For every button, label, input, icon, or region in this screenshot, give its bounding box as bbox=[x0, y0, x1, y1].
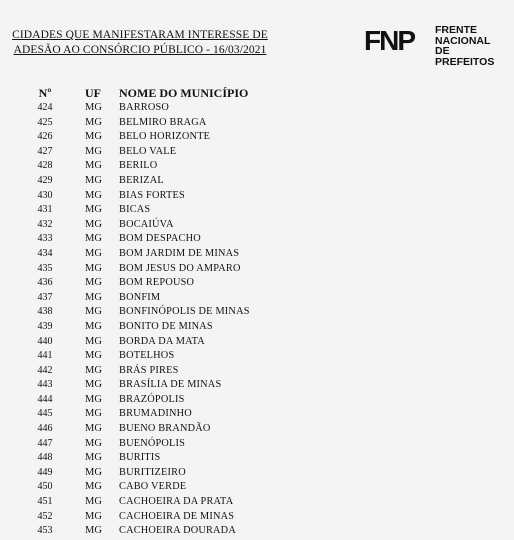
row-num: 447 bbox=[37, 437, 53, 449]
table-row bbox=[0, 524, 514, 539]
table-row bbox=[0, 276, 514, 291]
row-num: 451 bbox=[37, 496, 53, 508]
row-num: 452 bbox=[37, 510, 53, 522]
row-num: 425 bbox=[37, 116, 53, 128]
row-uf: MG bbox=[85, 437, 102, 449]
table-row bbox=[0, 130, 514, 145]
logo-line-1: FRENTE bbox=[435, 24, 477, 36]
table-body bbox=[0, 101, 514, 539]
row-name: BONFINÓPOLIS DE MINAS bbox=[119, 306, 250, 318]
row-name: BOCAIÚVA bbox=[119, 218, 174, 230]
table-row bbox=[0, 335, 514, 350]
table-row bbox=[0, 451, 514, 466]
row-name: BRASÍLIA DE MINAS bbox=[119, 379, 222, 391]
row-uf: MG bbox=[85, 116, 102, 128]
row-name: BOM JESUS DO AMPARO bbox=[119, 262, 241, 274]
row-num: 453 bbox=[37, 525, 53, 537]
table-row bbox=[0, 101, 514, 116]
row-uf: MG bbox=[85, 262, 102, 274]
row-num: 433 bbox=[37, 233, 53, 245]
table-row bbox=[0, 218, 514, 233]
row-uf: MG bbox=[85, 218, 102, 230]
fnp-logo-text bbox=[435, 25, 510, 67]
row-name: BORDA DA MATA bbox=[119, 335, 205, 347]
table-row bbox=[0, 159, 514, 174]
header-name: NOME DO MUNICÍPIO bbox=[119, 86, 249, 100]
row-num: 442 bbox=[37, 364, 53, 376]
row-uf: MG bbox=[85, 481, 102, 493]
table-row bbox=[0, 145, 514, 160]
table-row bbox=[0, 437, 514, 452]
row-uf: MG bbox=[85, 131, 102, 143]
header-num: Nº bbox=[38, 86, 52, 100]
table-row bbox=[0, 510, 514, 525]
row-name: BOM DESPACHO bbox=[119, 233, 201, 245]
table-row bbox=[0, 466, 514, 481]
row-uf: MG bbox=[85, 247, 102, 259]
table-row bbox=[0, 393, 514, 408]
table-row bbox=[0, 495, 514, 510]
table-row bbox=[0, 262, 514, 277]
row-num: 437 bbox=[37, 291, 53, 303]
table-row bbox=[0, 232, 514, 247]
row-uf: MG bbox=[85, 160, 102, 172]
row-num: 440 bbox=[37, 335, 53, 347]
table-row bbox=[0, 174, 514, 189]
row-uf: MG bbox=[85, 174, 102, 186]
row-name: BONFIM bbox=[119, 291, 161, 303]
row-name: BERILO bbox=[119, 160, 158, 172]
row-name: BARROSO bbox=[119, 102, 170, 113]
table-row bbox=[0, 116, 514, 131]
row-uf: MG bbox=[85, 379, 102, 391]
row-name: BRÁS PIRES bbox=[119, 364, 179, 376]
table-row bbox=[0, 203, 514, 218]
row-name: BONITO DE MINAS bbox=[119, 320, 213, 332]
row-uf: MG bbox=[85, 291, 102, 303]
title-line-2: ADESÃO AO CONSÓRCIO PÚBLICO - 16/03/2021 bbox=[13, 44, 267, 56]
row-num: 439 bbox=[37, 320, 53, 332]
row-uf: MG bbox=[85, 306, 102, 318]
row-name: CACHOEIRA DA PRATA bbox=[119, 496, 234, 508]
table-row bbox=[0, 349, 514, 364]
logo-line-2: NACIONAL bbox=[435, 34, 491, 47]
row-name: BRUMADINHO bbox=[119, 408, 192, 420]
row-uf: MG bbox=[85, 408, 102, 420]
header-uf: UF bbox=[85, 86, 101, 100]
row-uf: MG bbox=[85, 350, 102, 362]
row-name: BELO HORIZONTE bbox=[119, 131, 211, 143]
table-row bbox=[0, 378, 514, 393]
row-name: CACHOEIRA DE MINAS bbox=[119, 510, 235, 522]
row-name: BELMIRO BRAGA bbox=[119, 116, 207, 128]
row-num: 429 bbox=[37, 174, 53, 186]
row-uf: MG bbox=[85, 364, 102, 376]
row-num: 424 bbox=[37, 102, 53, 113]
row-uf: MG bbox=[85, 277, 102, 289]
row-num: 443 bbox=[37, 379, 53, 391]
row-num: 430 bbox=[37, 189, 53, 201]
row-name: BIAS FORTES bbox=[119, 189, 185, 201]
row-name: BICAS bbox=[119, 204, 151, 216]
row-uf: MG bbox=[85, 204, 102, 216]
row-num: 427 bbox=[37, 145, 53, 157]
table-row bbox=[0, 247, 514, 262]
row-num: 446 bbox=[37, 423, 53, 435]
document-title bbox=[6, 28, 274, 58]
row-name: BURITIS bbox=[119, 452, 161, 464]
fnp-logo bbox=[364, 24, 510, 68]
row-uf: MG bbox=[85, 393, 102, 405]
row-uf: MG bbox=[85, 189, 102, 201]
table-row bbox=[0, 189, 514, 204]
row-uf: MG bbox=[85, 423, 102, 435]
row-num: 434 bbox=[37, 247, 53, 259]
row-uf: MG bbox=[85, 525, 102, 537]
row-uf: MG bbox=[85, 233, 102, 245]
row-name: BUENO BRANDÃO bbox=[119, 423, 211, 435]
row-num: 431 bbox=[37, 204, 53, 216]
row-num: 428 bbox=[37, 160, 53, 172]
table-row bbox=[0, 407, 514, 422]
row-name: BRAZÓPOLIS bbox=[119, 393, 185, 405]
table-row bbox=[0, 364, 514, 379]
row-num: 435 bbox=[37, 262, 53, 274]
table-row bbox=[0, 291, 514, 306]
row-num: 432 bbox=[37, 218, 53, 230]
table-header bbox=[0, 86, 514, 102]
row-uf: MG bbox=[85, 320, 102, 332]
table-row bbox=[0, 305, 514, 320]
row-name: BUENÓPOLIS bbox=[119, 437, 186, 449]
row-uf: MG bbox=[85, 145, 102, 157]
row-name: BURITIZEIRO bbox=[119, 466, 186, 478]
row-num: 444 bbox=[37, 393, 53, 405]
row-uf: MG bbox=[85, 510, 102, 522]
row-num: 445 bbox=[37, 408, 53, 420]
row-name: BOM JARDIM DE MINAS bbox=[119, 247, 240, 259]
row-name: BOM REPOUSO bbox=[119, 277, 195, 289]
table-row bbox=[0, 320, 514, 335]
row-name: BERIZAL bbox=[119, 174, 164, 186]
row-num: 448 bbox=[37, 452, 53, 464]
logo-line-3: DE PREFEITOS bbox=[435, 45, 495, 68]
row-name: BELO VALE bbox=[119, 145, 177, 157]
title-line-1: CIDADES QUE MANIFESTARAM INTERESSE DE bbox=[12, 29, 268, 41]
fnp-logo-mark: FNP bbox=[364, 25, 414, 56]
row-uf: MG bbox=[85, 335, 102, 347]
row-num: 441 bbox=[37, 350, 53, 362]
row-uf: MG bbox=[85, 102, 102, 113]
table-row bbox=[0, 480, 514, 495]
row-name: CACHOEIRA DOURADA bbox=[119, 525, 236, 537]
row-num: 438 bbox=[37, 306, 53, 318]
row-uf: MG bbox=[85, 466, 102, 478]
row-name: BOTELHOS bbox=[119, 350, 175, 362]
row-num: 450 bbox=[37, 481, 53, 493]
row-uf: MG bbox=[85, 496, 102, 508]
row-name: CABO VERDE bbox=[119, 481, 187, 493]
row-num: 449 bbox=[37, 466, 53, 478]
row-uf: MG bbox=[85, 452, 102, 464]
table-row bbox=[0, 422, 514, 437]
row-num: 426 bbox=[37, 131, 53, 143]
row-num: 436 bbox=[37, 277, 53, 289]
